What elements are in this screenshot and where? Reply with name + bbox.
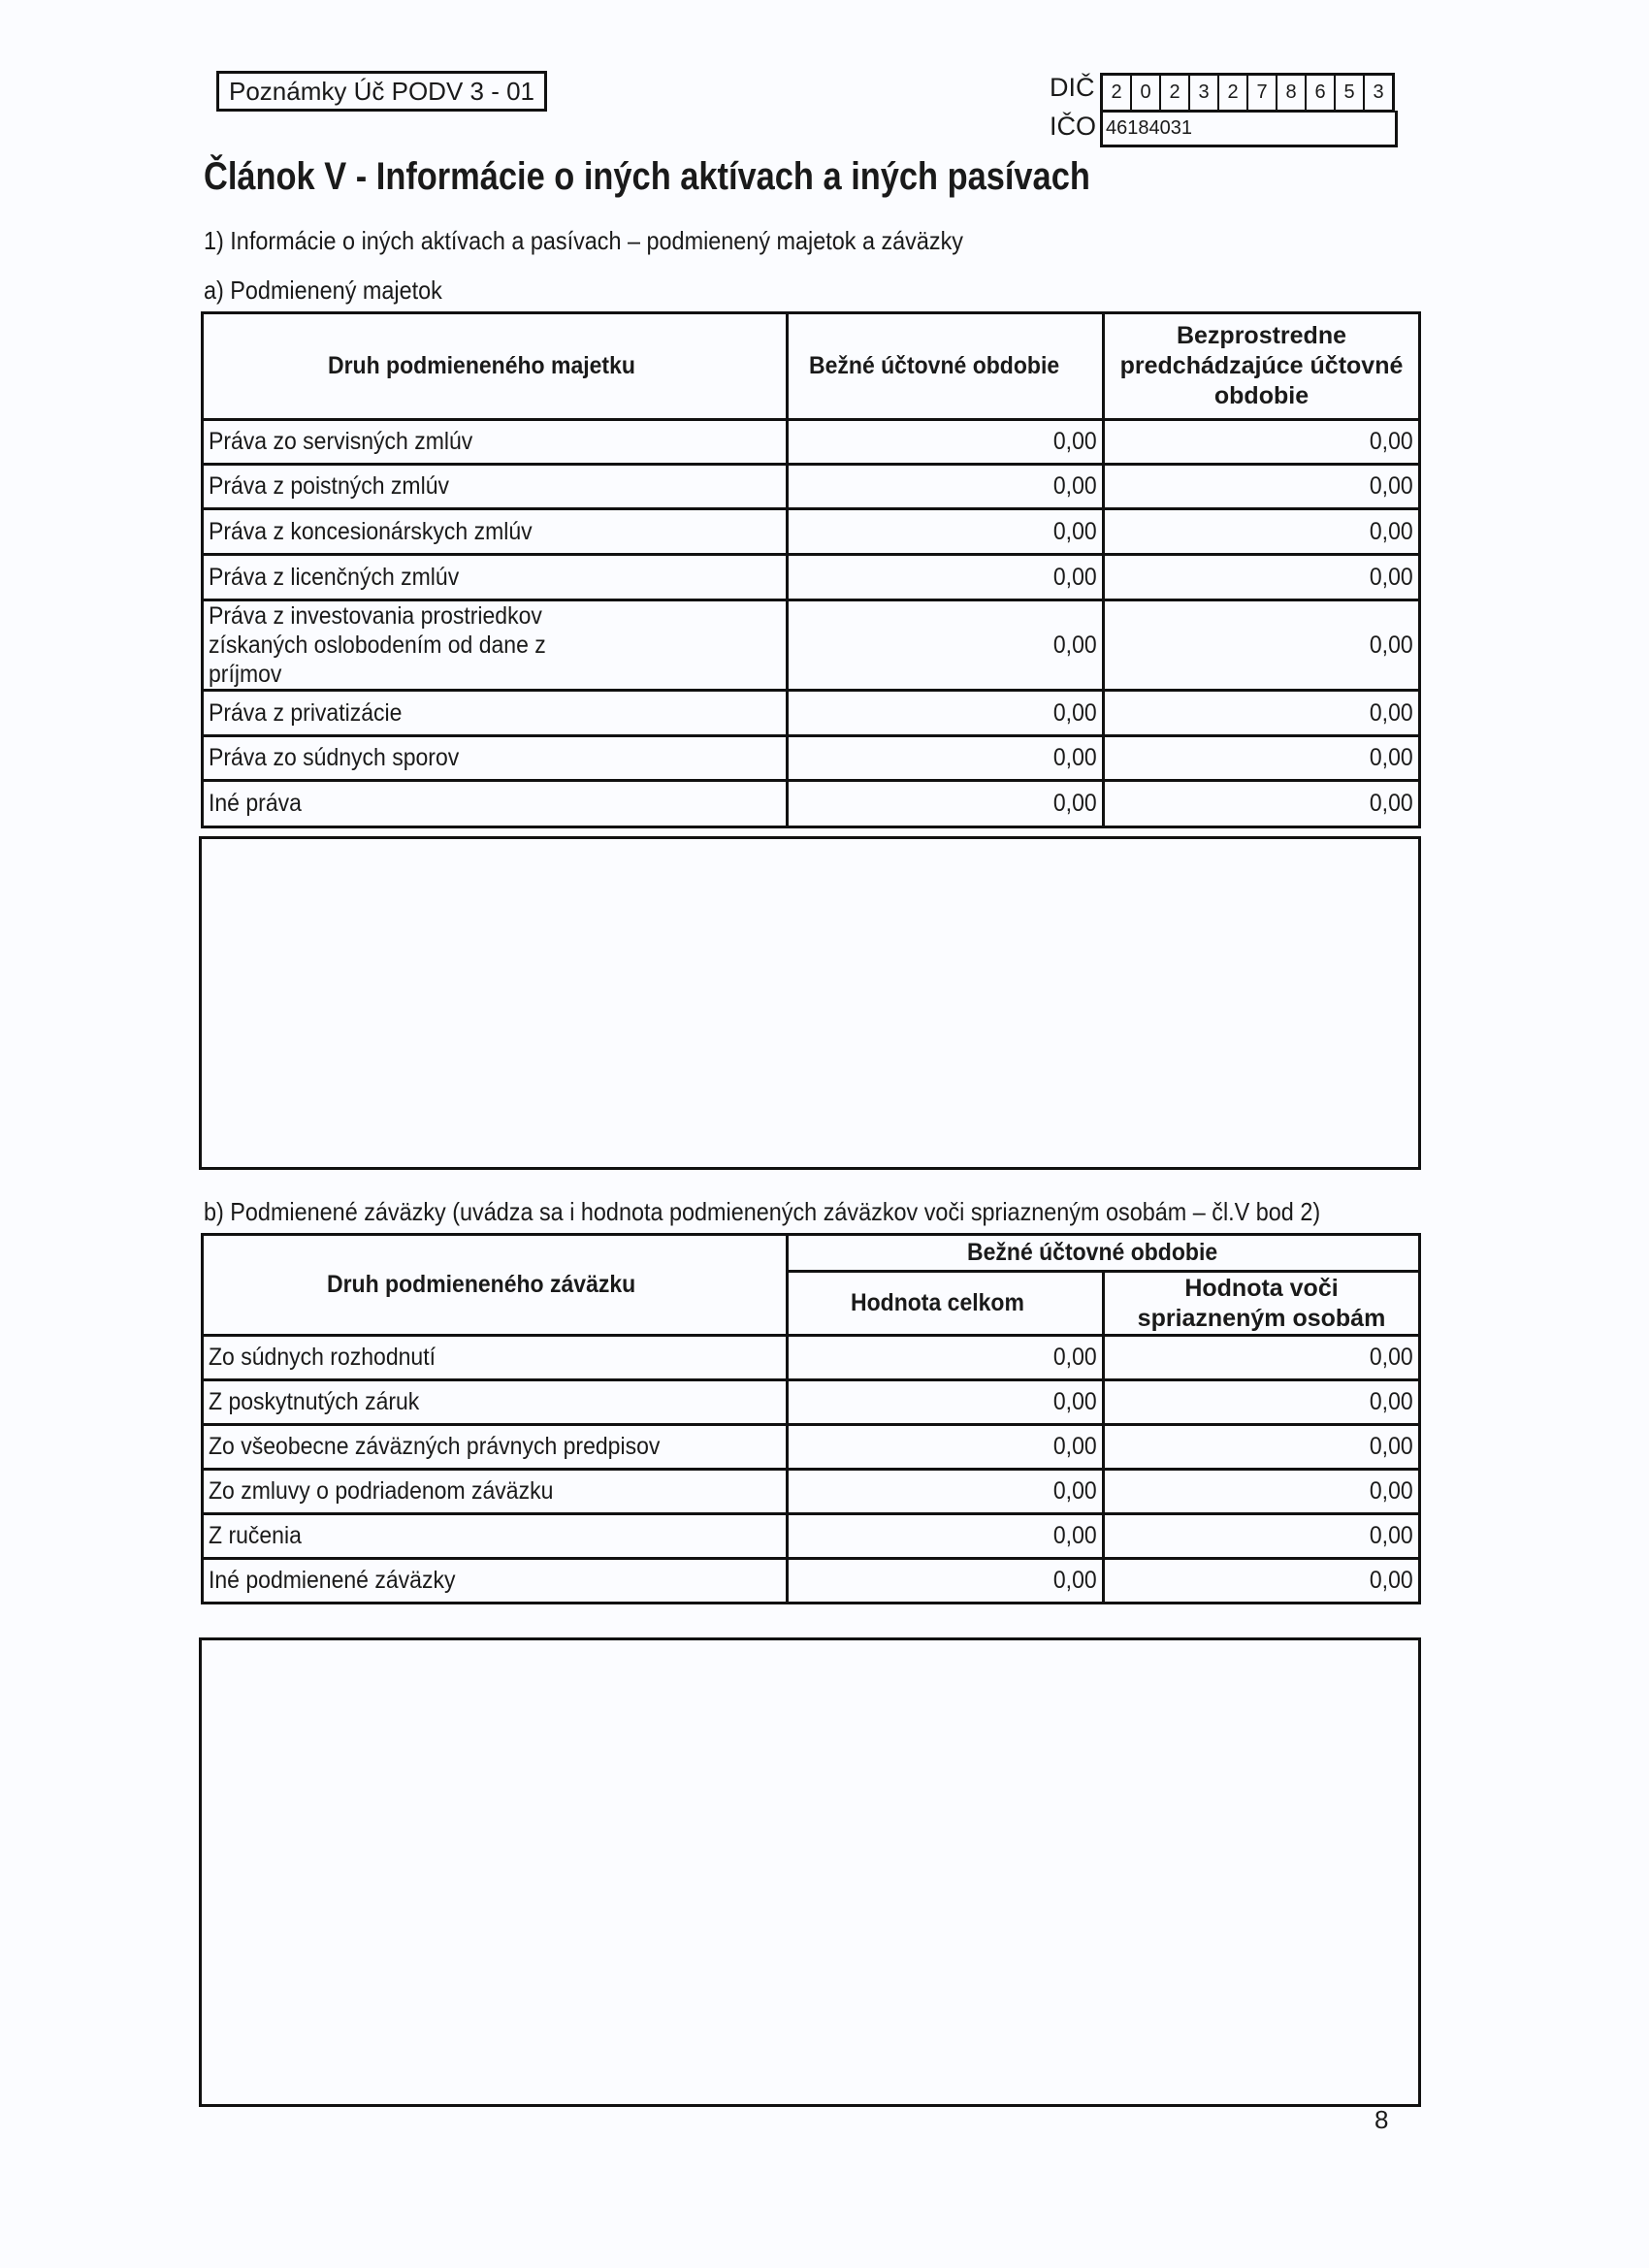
column-header: Bezprostredne predchádzajúce účtovné obdobie [1104, 313, 1420, 420]
part-a-heading: a) Podmienený majetok [204, 275, 442, 305]
row-label: Z ručenia [203, 1514, 788, 1559]
total-value: 0,00 [788, 1470, 1104, 1514]
row-label: Iné podmienené záväzky [203, 1559, 788, 1604]
table-row [203, 1336, 1420, 1380]
notes-box-liabilities [199, 1637, 1421, 2107]
row-label: Zo všeobecne záväzných právnych predpisov [203, 1425, 788, 1470]
current-value: 0,00 [788, 465, 1104, 509]
total-value: 0,00 [788, 1380, 1104, 1425]
table-row [203, 736, 1420, 781]
row-label: Práva zo servisných zmlúv [203, 420, 788, 465]
notes-box-assets [199, 836, 1421, 1170]
row-label: Z poskytnutých záruk [203, 1380, 788, 1425]
row-label: Iné práva [203, 781, 788, 827]
column-header: Hodnota celkom [788, 1272, 1104, 1336]
form-code: Poznámky Úč PODV 3 - 01 [229, 77, 534, 106]
contingent-liabilities-table [201, 1233, 1421, 1604]
previous-value: 0,00 [1104, 465, 1420, 509]
row-label: Práva z privatizácie [203, 691, 788, 736]
column-header: Bežné účtovné obdobie [788, 1235, 1420, 1272]
form-code-box [216, 71, 547, 112]
row-label: Práva z poistných zmlúv [203, 465, 788, 509]
contingent-assets-table [201, 311, 1421, 828]
related-value: 0,00 [1104, 1425, 1420, 1470]
dic-digit: 6 [1307, 76, 1336, 110]
previous-value: 0,00 [1104, 736, 1420, 781]
previous-value: 0,00 [1104, 691, 1420, 736]
current-value: 0,00 [788, 509, 1104, 555]
table-row [203, 1559, 1420, 1604]
dic-digit: 0 [1132, 76, 1161, 110]
current-value: 0,00 [788, 781, 1104, 827]
table-row [203, 600, 1420, 691]
total-value: 0,00 [788, 1425, 1104, 1470]
previous-value: 0,00 [1104, 600, 1420, 691]
current-value: 0,00 [788, 555, 1104, 600]
related-value: 0,00 [1104, 1514, 1420, 1559]
table-row [203, 420, 1420, 465]
dic-digit: 3 [1190, 76, 1219, 110]
part-b-heading: b) Podmienené záväzky (uvádza sa i hodnota podmienených záväzkov voči spriazneným osobám – čl.V bod 2) [204, 1197, 1321, 1226]
row-label: Zo súdnych rozhodnutí [203, 1336, 788, 1380]
column-header: Bežné účtovné obdobie [788, 313, 1104, 420]
current-value: 0,00 [788, 736, 1104, 781]
page-number: 8 [1374, 2105, 1389, 2134]
dic-digit: 8 [1277, 76, 1307, 110]
column-header: Hodnota voči spriazneným osobám [1104, 1272, 1420, 1336]
total-value: 0,00 [788, 1559, 1104, 1604]
related-value: 0,00 [1104, 1559, 1420, 1604]
table-header-row [203, 1235, 1420, 1272]
table-row [203, 465, 1420, 509]
table-row [203, 1425, 1420, 1470]
row-label: Práva zo súdnych sporov [203, 736, 788, 781]
dic-digit: 7 [1248, 76, 1277, 110]
dic-digit: 3 [1373, 81, 1384, 103]
ico-label: IČO [1050, 112, 1097, 141]
dic-digit: 2 [1219, 76, 1248, 110]
total-value: 0,00 [788, 1514, 1104, 1559]
row-label: Práva z koncesionárskych zmlúv [203, 509, 788, 555]
row-label: Práva z investovania prostriedkov získaných oslobodením od dane z príjmov [203, 600, 788, 691]
table-row [203, 781, 1420, 827]
related-value: 0,00 [1104, 1336, 1420, 1380]
table-row [203, 691, 1420, 736]
row-label: Práva z licenčných zmlúv [203, 555, 788, 600]
dic-boxes [1100, 73, 1395, 113]
section-heading: 1) Informácie o iných aktívach a pasívach – podmienený majetok a záväzky [204, 226, 963, 255]
dic-digit: 5 [1336, 76, 1365, 110]
table-row [203, 555, 1420, 600]
related-value: 0,00 [1104, 1470, 1420, 1514]
row-label: Zo zmluvy o podriadenom záväzku [203, 1470, 788, 1514]
table-row [203, 509, 1420, 555]
table-header-row [203, 313, 1420, 420]
current-value: 0,00 [788, 600, 1104, 691]
table-row [203, 1514, 1420, 1559]
column-header: Druh podmieneného majetku [203, 313, 788, 420]
table-row [203, 1380, 1420, 1425]
current-value: 0,00 [788, 691, 1104, 736]
previous-value: 0,00 [1104, 509, 1420, 555]
previous-value: 0,00 [1104, 781, 1420, 827]
ico-value: 46184031 [1100, 111, 1398, 147]
total-value: 0,00 [788, 1336, 1104, 1380]
previous-value: 0,00 [1104, 420, 1420, 465]
dic-label: DIČ [1050, 73, 1095, 102]
dic-digit: 2 [1103, 76, 1132, 110]
dic-digit: 2 [1161, 76, 1190, 110]
column-header: Druh podmieneného záväzku [203, 1235, 788, 1336]
related-value: 0,00 [1104, 1380, 1420, 1425]
previous-value: 0,00 [1104, 555, 1420, 600]
current-value: 0,00 [788, 420, 1104, 465]
table-row [203, 1470, 1420, 1514]
article-title: Článok V - Informácie o iných aktívach a iných pasívach [204, 155, 1090, 198]
